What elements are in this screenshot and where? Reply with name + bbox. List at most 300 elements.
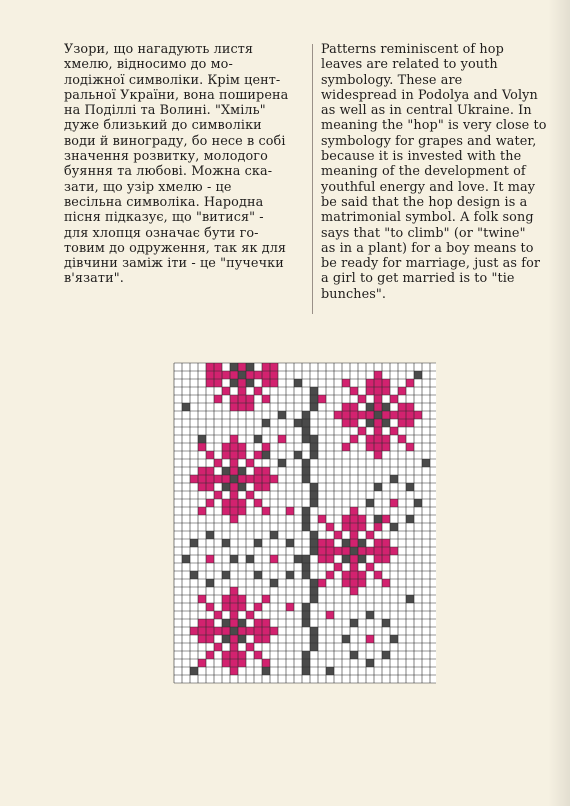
stitch-cell — [398, 403, 406, 411]
stitch-cell — [206, 603, 214, 611]
stitch-cell — [246, 395, 254, 403]
stitch-cell — [262, 451, 270, 459]
stitch-cell — [198, 507, 206, 515]
stitch-cell — [222, 571, 230, 579]
stitch-cell — [382, 579, 390, 587]
grid-lines — [174, 363, 436, 683]
stitch-cell — [310, 643, 318, 651]
stitch-cell — [254, 619, 262, 627]
stitch-cell — [302, 603, 310, 611]
stitch-cell — [318, 547, 326, 555]
text-line: Patterns reminiscent of hop — [321, 42, 504, 57]
stitch-cell — [262, 379, 270, 387]
stitch-cell — [350, 587, 358, 595]
stitch-cell — [222, 619, 230, 627]
stitch-cell — [374, 523, 382, 531]
stitch-cell — [318, 555, 326, 563]
stitch-cell — [222, 475, 230, 483]
stitch-cell — [198, 635, 206, 643]
stitch-cell — [390, 635, 398, 643]
stitch-cell — [190, 667, 198, 675]
stitch-cell — [382, 555, 390, 563]
stitch-cell — [350, 571, 358, 579]
stitch-cell — [374, 403, 382, 411]
stitch-cell — [206, 475, 214, 483]
stitch-cell — [238, 475, 246, 483]
stitch-cell — [366, 443, 374, 451]
stitch-cell — [374, 419, 382, 427]
stitch-cell — [302, 667, 310, 675]
stitch-cell — [238, 619, 246, 627]
stitch-cell — [198, 619, 206, 627]
stitch-cell — [198, 435, 206, 443]
stitch-cell — [366, 379, 374, 387]
stitch-cell — [302, 611, 310, 619]
stitch-cell — [222, 507, 230, 515]
stitch-cell — [230, 587, 238, 595]
stitch-cell — [310, 587, 318, 595]
stitch-cell — [374, 443, 382, 451]
stitch-cell — [190, 539, 198, 547]
stitch-cell — [382, 419, 390, 427]
stitch-cell — [262, 595, 270, 603]
stitch-cell — [406, 595, 414, 603]
stitch-cell — [334, 547, 342, 555]
stitch-cell — [214, 459, 222, 467]
stitch-cell — [302, 467, 310, 475]
stitch-cell — [350, 547, 358, 555]
stitch-cell — [326, 571, 334, 579]
stitch-cell — [214, 627, 222, 635]
stitch-cell — [310, 627, 318, 635]
stitch-cell — [374, 451, 382, 459]
stitch-cell — [270, 531, 278, 539]
stitch-cell — [246, 555, 254, 563]
stitch-cell — [230, 595, 238, 603]
stitch-cell — [414, 499, 422, 507]
stitch-cell — [302, 555, 310, 563]
stitch-cell — [342, 411, 350, 419]
stitch-cell — [310, 491, 318, 499]
stitch-cell — [262, 467, 270, 475]
stitch-cell — [262, 619, 270, 627]
stitch-cell — [358, 515, 366, 523]
stitch-cell — [238, 635, 246, 643]
stitch-cell — [238, 659, 246, 667]
stitch-cell — [214, 379, 222, 387]
stitch-cell — [206, 579, 214, 587]
stitch-cell — [302, 563, 310, 571]
stitch-cell — [406, 483, 414, 491]
stitch-cell — [238, 651, 246, 659]
stitch-cell — [366, 499, 374, 507]
stitch-cell — [286, 571, 294, 579]
stitch-cell — [374, 427, 382, 435]
stitch-cell — [278, 411, 286, 419]
text-line: буяння та любові. Можна ска- — [64, 164, 273, 180]
stitch-cell — [350, 651, 358, 659]
stitch-cell — [222, 539, 230, 547]
stitch-cell — [246, 403, 254, 411]
stitch-cell — [366, 435, 374, 443]
stitch-cell — [230, 627, 238, 635]
stitch-cell — [358, 571, 366, 579]
stitch-cell — [382, 539, 390, 547]
stitch-cell — [190, 475, 198, 483]
stitch-cell — [310, 579, 318, 587]
text-line: youthful energy and love. It may — [321, 179, 536, 195]
stitch-cell — [334, 563, 342, 571]
stitch-cell — [254, 387, 262, 395]
stitch-cell — [302, 651, 310, 659]
stitch-cell — [310, 499, 318, 507]
text-line: дуже близький до символіки — [64, 118, 262, 134]
stitch-cell — [390, 395, 398, 403]
stitch-cell — [318, 515, 326, 523]
stitch-cell — [270, 475, 278, 483]
text-line: в'язати". — [64, 271, 124, 287]
stitch-cell — [278, 459, 286, 467]
text-line: meaning the "hop" is very close to — [321, 118, 547, 134]
stitch-cell — [230, 459, 238, 467]
stitch-cell — [342, 571, 350, 579]
stitch-cell — [326, 523, 334, 531]
text-line: because it is invested with the — [321, 149, 522, 165]
stitch-cell — [214, 491, 222, 499]
stitch-cell — [198, 467, 206, 475]
stitch-cell — [214, 395, 222, 403]
stitch-cell — [230, 395, 238, 403]
stitch-cell — [238, 627, 246, 635]
stitch-cell — [230, 635, 238, 643]
stitch-cell — [390, 475, 398, 483]
text-line: значення розвитку, молодого — [64, 149, 268, 165]
stitch-cell — [350, 563, 358, 571]
text-line: весільна символіка. Народна — [64, 194, 264, 210]
stitch-cell — [342, 515, 350, 523]
stitch-cell — [190, 627, 198, 635]
stitch-cell — [374, 379, 382, 387]
stitch-cell — [206, 531, 214, 539]
stitch-cell — [406, 411, 414, 419]
stitch-cell — [262, 627, 270, 635]
text-line: bunches". — [321, 286, 387, 302]
stitch-cell — [382, 515, 390, 523]
stitch-cell — [382, 379, 390, 387]
stitch-cell — [310, 443, 318, 451]
stitch-cell — [198, 659, 206, 667]
stitch-cell — [238, 451, 246, 459]
stitch-cell — [206, 451, 214, 459]
stitch-cell — [358, 555, 366, 563]
stitch-cell — [374, 547, 382, 555]
stitch-cell — [222, 659, 230, 667]
stitch-cell — [342, 379, 350, 387]
stitch-cell — [382, 619, 390, 627]
stitch-cell — [310, 531, 318, 539]
stitch-cell — [302, 523, 310, 531]
stitch-cell — [326, 667, 334, 675]
stitch-cell — [374, 539, 382, 547]
stitch-cell — [350, 515, 358, 523]
stitch-cell — [230, 403, 238, 411]
stitch-cell — [374, 571, 382, 579]
stitch-cell — [238, 387, 246, 395]
stitch-cell — [198, 483, 206, 491]
stitch-cell — [222, 651, 230, 659]
stitch-cell — [390, 523, 398, 531]
stitch-cell — [406, 379, 414, 387]
stitch-cell — [254, 483, 262, 491]
stitch-cell — [198, 627, 206, 635]
text-line: пісня підказує, що "витися" - — [64, 210, 264, 226]
stitch-cell — [238, 595, 246, 603]
stitch-cell — [310, 451, 318, 459]
stitch-cell — [366, 419, 374, 427]
stitch-cell — [270, 379, 278, 387]
stitch-cell — [302, 571, 310, 579]
stitch-cell — [374, 387, 382, 395]
stitch-cell — [214, 475, 222, 483]
stitch-cell — [230, 435, 238, 443]
stitch-cell — [294, 379, 302, 387]
stitch-cell — [182, 555, 190, 563]
stitch-cell — [230, 603, 238, 611]
stitch-cell — [270, 363, 278, 371]
stitch-cell — [262, 419, 270, 427]
stitch-cell — [342, 403, 350, 411]
stitch-cell — [222, 387, 230, 395]
stitch-cell — [414, 371, 422, 379]
stitch-cell — [230, 475, 238, 483]
text-line: дівчини заміж іти - це "пучечки — [64, 256, 284, 272]
stitch-cell — [198, 595, 206, 603]
text-line: be said that the hop design is a — [321, 194, 528, 210]
stitch-cell — [374, 435, 382, 443]
stitch-cell — [342, 443, 350, 451]
stitch-cell — [350, 411, 358, 419]
stitch-cell — [182, 403, 190, 411]
stitch-cell — [262, 659, 270, 667]
stitch-cell — [246, 379, 254, 387]
stitch-cell — [350, 419, 358, 427]
stitch-cell — [246, 459, 254, 467]
stitch-cell — [230, 483, 238, 491]
english-text-column — [321, 42, 559, 302]
stitch-cell — [230, 515, 238, 523]
stitch-cell — [238, 371, 246, 379]
stitch-cell — [230, 659, 238, 667]
stitch-cell — [318, 579, 326, 587]
stitch-cell — [222, 467, 230, 475]
stitch-cell — [310, 483, 318, 491]
stitch-cell — [422, 459, 430, 467]
stitch-cell — [382, 651, 390, 659]
stitch-cell — [366, 563, 374, 571]
stitch-cell — [270, 555, 278, 563]
stitch-cell — [310, 387, 318, 395]
stitch-cell — [238, 603, 246, 611]
stitch-cell — [342, 419, 350, 427]
stitch-cell — [286, 507, 294, 515]
stitch-cell — [230, 363, 238, 371]
stitch-cell — [414, 411, 422, 419]
stitch-cell — [310, 435, 318, 443]
stitch-cell — [214, 611, 222, 619]
stitch-cell — [230, 443, 238, 451]
stitch-cell — [254, 499, 262, 507]
stitch-cell — [302, 435, 310, 443]
stitch-cell — [358, 579, 366, 587]
stitch-cell — [246, 491, 254, 499]
stitch-cell — [398, 435, 406, 443]
stitch-cell — [302, 515, 310, 523]
stitch-cell — [366, 611, 374, 619]
stitch-cell — [254, 475, 262, 483]
stitch-cell — [302, 419, 310, 427]
stitch-cell — [366, 411, 374, 419]
ukrainian-text-column — [64, 42, 307, 287]
stitch-cell — [238, 395, 246, 403]
text-line: для хлопця означає бути го- — [64, 225, 259, 241]
text-line: symbology. These are — [321, 72, 463, 88]
stitch-cell — [238, 443, 246, 451]
stitch-cell — [398, 411, 406, 419]
stitch-cell — [342, 539, 350, 547]
stitch-cell — [206, 627, 214, 635]
stitch-cell — [326, 611, 334, 619]
stitch-cell — [230, 467, 238, 475]
stitch-cell — [342, 555, 350, 563]
stitch-cell — [398, 387, 406, 395]
stitch-cell — [238, 403, 246, 411]
stitch-cell — [238, 363, 246, 371]
stitch-cell — [262, 635, 270, 643]
stitch-cell — [406, 443, 414, 451]
stitch-cell — [302, 619, 310, 627]
stitch-cell — [286, 539, 294, 547]
stitch-cell — [238, 507, 246, 515]
stitch-cell — [238, 483, 246, 491]
stitch-cell — [222, 371, 230, 379]
stitch-cell — [230, 555, 238, 563]
stitch-cell — [358, 547, 366, 555]
stitch-cell — [350, 507, 358, 515]
stitch-cell — [246, 627, 254, 635]
text-line: ральної України, вона поширена — [64, 87, 289, 103]
stitch-cell — [262, 507, 270, 515]
stitch-cell — [382, 547, 390, 555]
stitch-cell — [302, 475, 310, 483]
stitch-cell — [302, 459, 310, 467]
stitch-cell — [254, 467, 262, 475]
stitch-cell — [254, 435, 262, 443]
text-line: be ready for marriage, just as for — [321, 256, 541, 272]
stitch-cell — [406, 403, 414, 411]
text-line: зати, що узір хмелю - це — [64, 179, 232, 195]
stitch-cell — [358, 523, 366, 531]
stitch-cell — [206, 363, 214, 371]
stitch-cell — [382, 411, 390, 419]
stitch-cell — [342, 579, 350, 587]
stitch-cell — [214, 643, 222, 651]
stitch-cell — [310, 595, 318, 603]
stitch-cell — [334, 411, 342, 419]
text-line: as well as in central Ukraine. In — [321, 103, 532, 119]
stitch-cell — [350, 539, 358, 547]
stitch-cell — [206, 483, 214, 491]
stitch-cell — [254, 571, 262, 579]
stitch-cell — [222, 483, 230, 491]
text-line: води й винограду, бо несе в собі — [64, 133, 286, 149]
stitch-cell — [206, 379, 214, 387]
stitch-cell — [342, 635, 350, 643]
stitch-cell — [310, 395, 318, 403]
text-line: matrimonial symbol. A folk song — [321, 210, 534, 226]
stitch-cell — [390, 547, 398, 555]
stitch-cell — [214, 371, 222, 379]
stitch-cell — [390, 411, 398, 419]
stitch-cell — [278, 435, 286, 443]
stitch-cell — [334, 531, 342, 539]
stitch-cell — [318, 395, 326, 403]
embroidery-chart-grid — [172, 362, 436, 684]
stitch-cell — [230, 491, 238, 499]
text-line: meaning of the development of — [321, 164, 526, 180]
stitch-cell — [206, 651, 214, 659]
stitch-cell — [310, 539, 318, 547]
text-line: лодіжної символіки. Крім цент- — [64, 72, 281, 88]
stitch-cell — [350, 619, 358, 627]
stitch-cell — [262, 395, 270, 403]
stitch-cell — [262, 443, 270, 451]
stitch-cell — [270, 627, 278, 635]
stitch-cell — [222, 627, 230, 635]
stitch-cell — [390, 499, 398, 507]
stitch-cell — [230, 643, 238, 651]
stitch-cell — [302, 411, 310, 419]
stitch-cell — [206, 619, 214, 627]
text-line: Узори, що нагадують листя — [64, 42, 254, 57]
stitch-cell — [246, 643, 254, 651]
stitch-cell — [198, 443, 206, 451]
stitch-cell — [230, 667, 238, 675]
stitch-cell — [358, 539, 366, 547]
stitch-cell — [294, 555, 302, 563]
stitch-cell — [374, 483, 382, 491]
stitch-cell — [198, 475, 206, 483]
stitch-cell — [262, 363, 270, 371]
stitch-cell — [254, 451, 262, 459]
stitch-cell — [214, 363, 222, 371]
stitch-cell — [246, 371, 254, 379]
text-line: as in a plant) for a boy means to — [321, 240, 534, 256]
stitch-cell — [358, 411, 366, 419]
stitch-cell — [262, 475, 270, 483]
stitch-cell — [294, 451, 302, 459]
stitch-cell — [382, 403, 390, 411]
stitch-cell — [366, 387, 374, 395]
stitch-cell — [222, 451, 230, 459]
stitch-cell — [366, 547, 374, 555]
stitch-cell — [374, 515, 382, 523]
text-line: на Поділлі та Волині. "Хміль" — [64, 103, 266, 119]
stitch-cell — [350, 387, 358, 395]
stitch-cell — [406, 515, 414, 523]
stitch-cell — [254, 539, 262, 547]
stitch-cell — [246, 475, 254, 483]
stitch-cell — [326, 555, 334, 563]
